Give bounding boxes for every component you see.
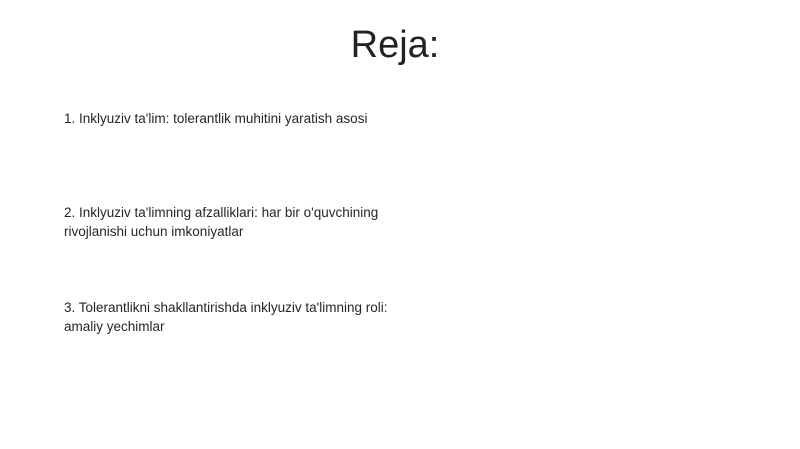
plan-item-2: 2. Inklyuziv ta'limning afzalliklari: har bir o'quvchining rivojlanishi uchun imkoniyatlar: [64, 205, 379, 239]
plan-item-3: 3. Tolerantlikni shakllantirishda inklyuziv ta'limning roli: amaliy yechimlar: [64, 300, 388, 334]
slide-title: Reja:: [350, 24, 440, 66]
plan-item-1: 1. Inklyuziv ta'lim: tolerantlik muhitini yaratish asosi: [64, 111, 368, 126]
